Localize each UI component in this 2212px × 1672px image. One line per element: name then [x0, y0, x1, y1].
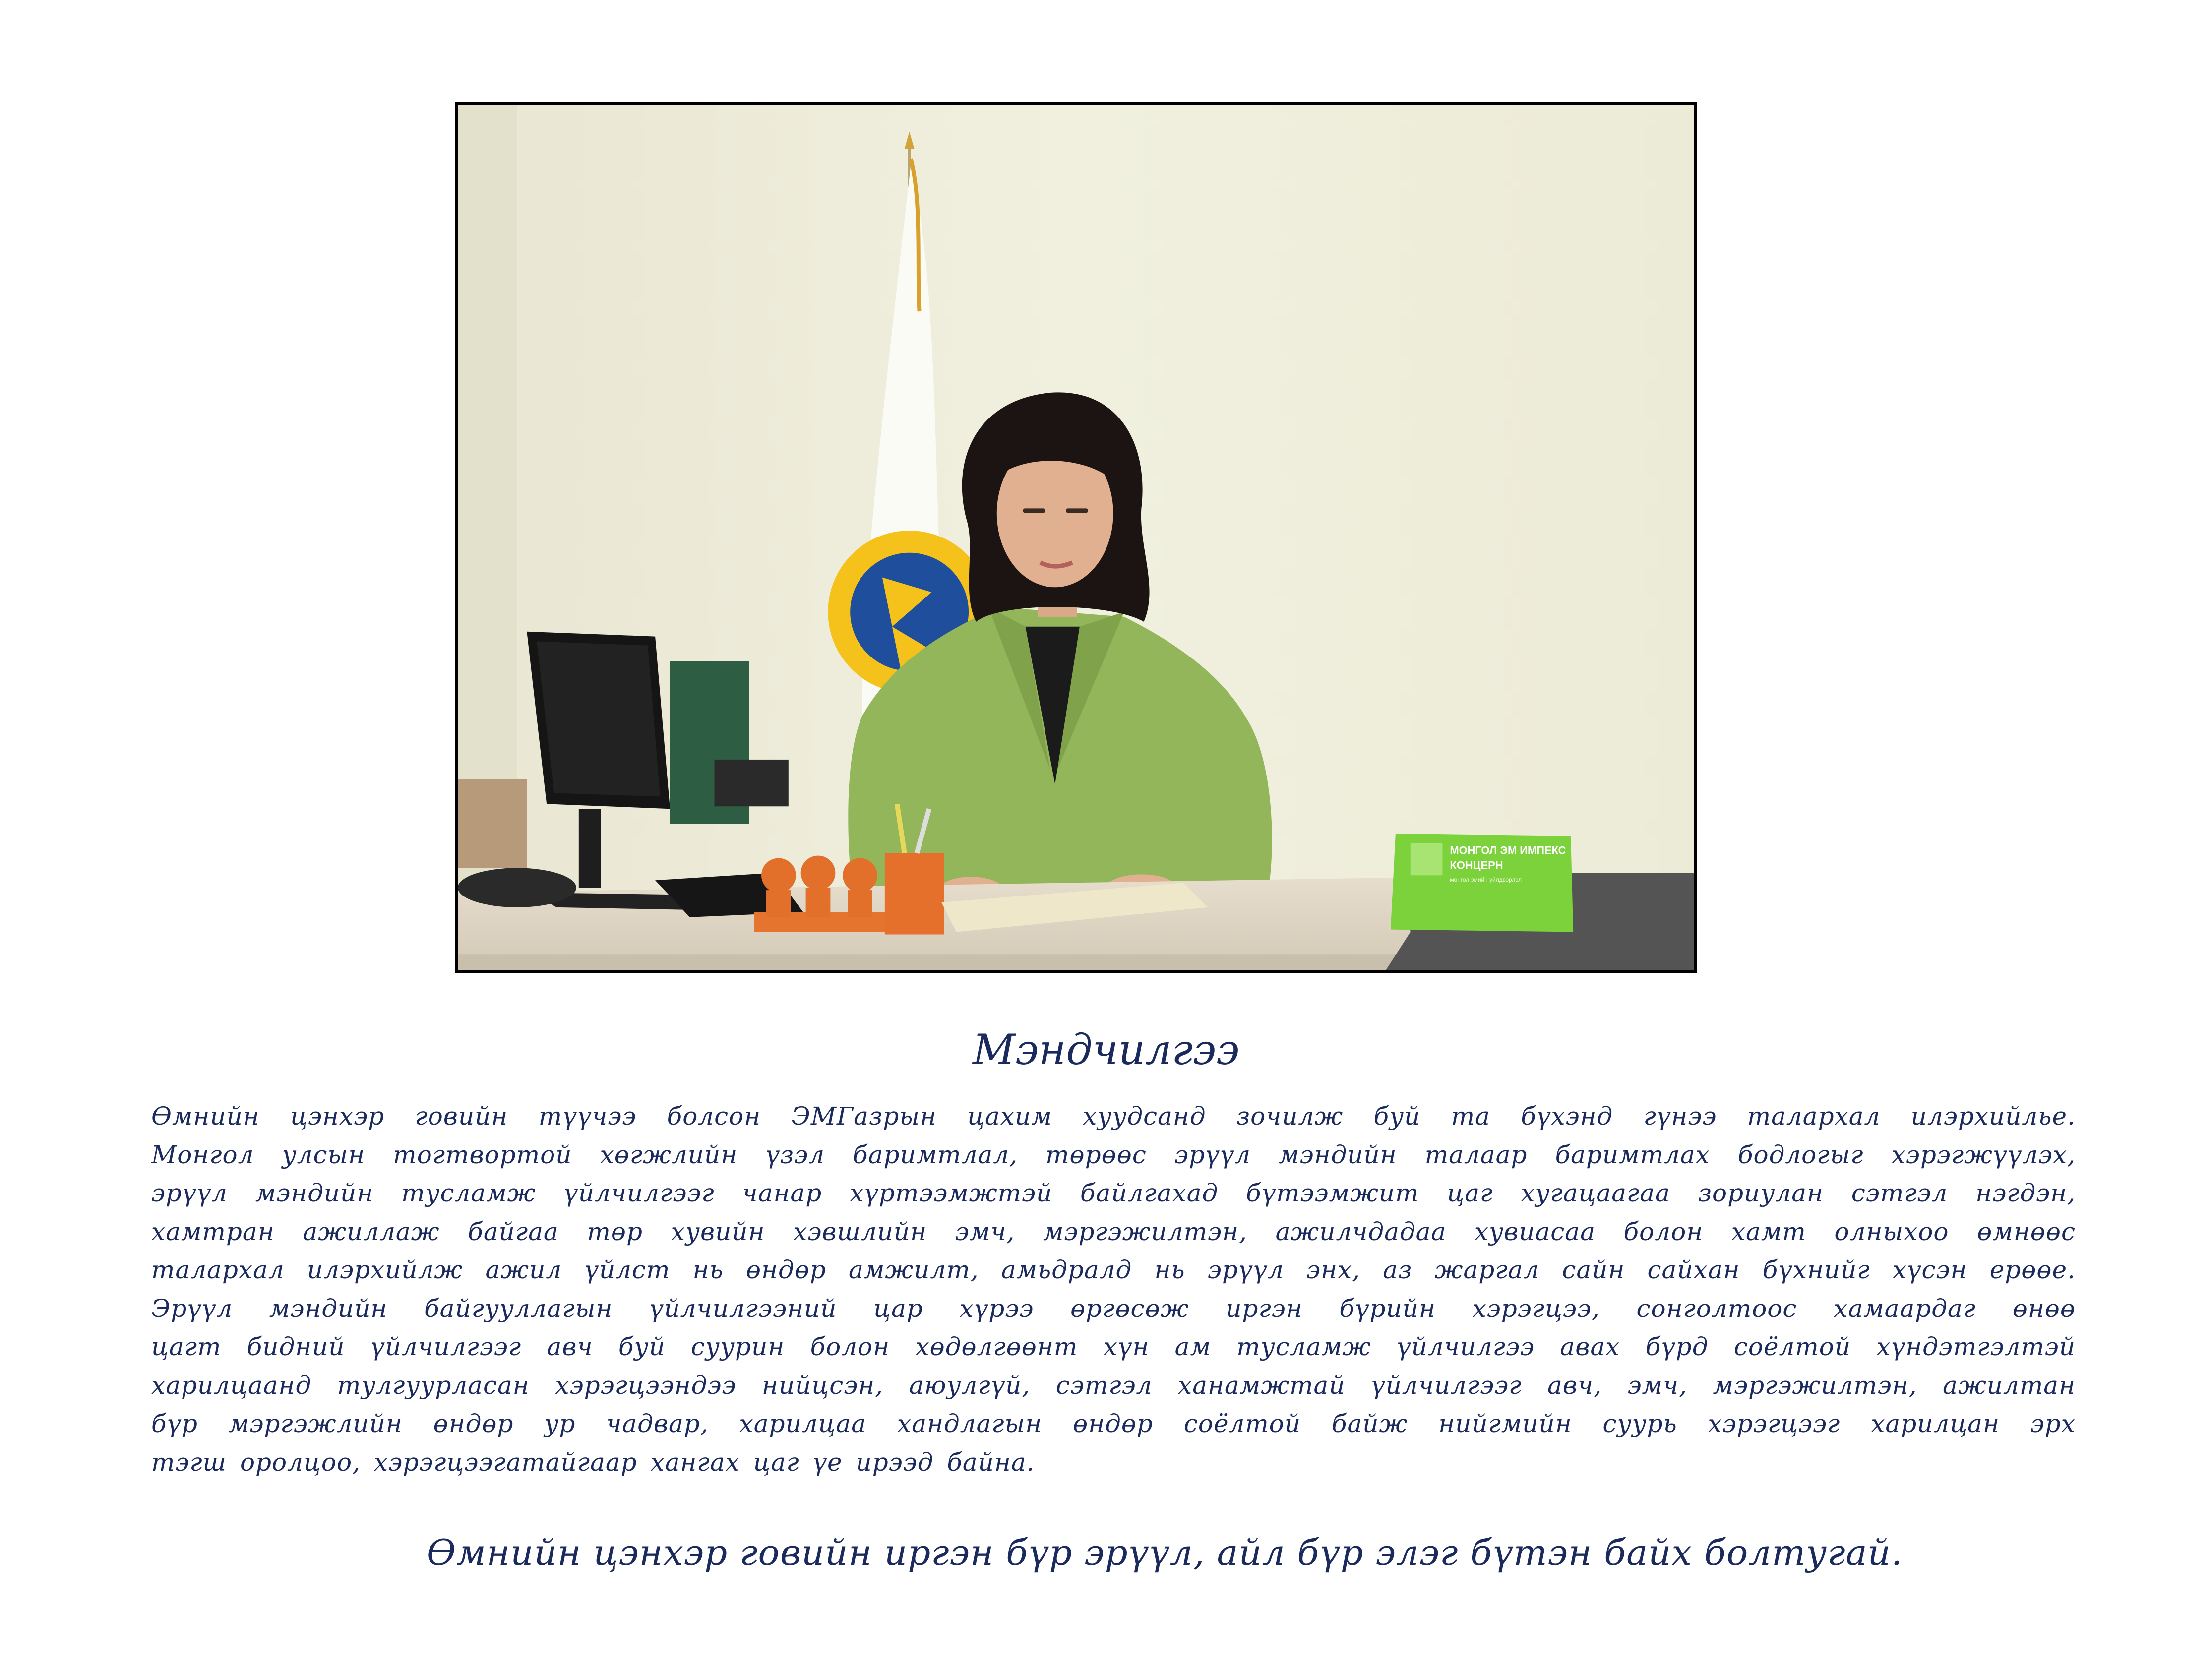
paragraph-line: тэгш оролцоо, хэрэгцээгатайгаар хангах цаг үе ирээд байна.: [151, 1447, 1035, 1477]
paragraph-line: эрүүл мэндийн тусламж үйлчилгээг чанар хүртээмжтэй байлгахад бүтээмжит цаг хугацаагаа зориулан сэтгэл нэгдэн,: [151, 1179, 2076, 1207]
nameplate-line-3: монгол эмийн үйлдвэрлэл: [1450, 876, 1522, 884]
paragraph-line: бүр мэргэжлийн өндөр ур чадвар, харилцаа хандлагын өндөр соёлтой байж нийгмийн суурь хэрэгцээг харилцан эрх: [151, 1409, 2076, 1438]
nameplate-line-1: МОНГОЛ ЭМ ИМПЕКС: [1450, 844, 1566, 857]
pen-holder: [885, 853, 944, 935]
greeting-paragraph: [151, 1097, 2076, 1482]
closing-wish: Өмнийн цэнхэр говийн иргэн бүр эрүүл, айл бүр элэг бүтэн байх болтугай.: [427, 1532, 1903, 1573]
paragraph-line: цагт бидний үйлчилгээг авч буй суурин болон хөдөлгөөнт хүн ам тусламж үйлчилгээ авах бүрд соёлтой хүндэтгэлтэй: [151, 1332, 2076, 1361]
paragraph-line: талархал илэрхийлж ажил үйлст нь өндөр амжилт, амьдралд нь эрүүл энх, аз жаргал сайн сайхан бүхнийг хүсэн ерөөе.: [151, 1255, 2076, 1284]
paragraph-line: Өмнийн цэнхэр говийн түүчээ болсон ЭМГазрын цахим хуудсанд зочилж буй та бүхэнд гүнээ талархал илэрхийлье.: [151, 1102, 2076, 1131]
paragraph-line: Эрүүл мэндийн байгууллагын үйлчилгээний цар хүрээ өргөсөж иргэн бүрийн хэрэгцээ, сонголтоос хамаардаг өнөө: [151, 1294, 2076, 1323]
portrait-photo: [455, 102, 1697, 973]
page-title: Мэндчилгээ: [972, 1025, 1239, 1074]
office-portrait-illustration: [458, 105, 1694, 970]
paragraph-line: харилцаанд тулгуурласан хэрэгцээндээ нийцсэн, аюулгүй, сэтгэл ханамжтай үйлчилгээг авч, эмч, мэргэжилтэн, ажилтан: [151, 1371, 2076, 1400]
paragraph-line: Монгол улсын тогтвортой хөгжлийн үзэл баримтлал, төрөөс эрүүл мэндийн талаар баримтлах бодлогыг хэрэгжүүлэх,: [151, 1140, 2076, 1169]
paragraph-line: хамтран ажиллаж байгаа төр хувийн хэвшлийн эмч, мэргэжилтэн, ажилчдадаа хувиасаа болон хамт олныхоо өмнөөс: [151, 1217, 2076, 1246]
desk-nameplate: [1391, 834, 1573, 932]
figurines: [754, 856, 887, 932]
nameplate-line-2: КОНЦЕРН: [1450, 859, 1503, 872]
